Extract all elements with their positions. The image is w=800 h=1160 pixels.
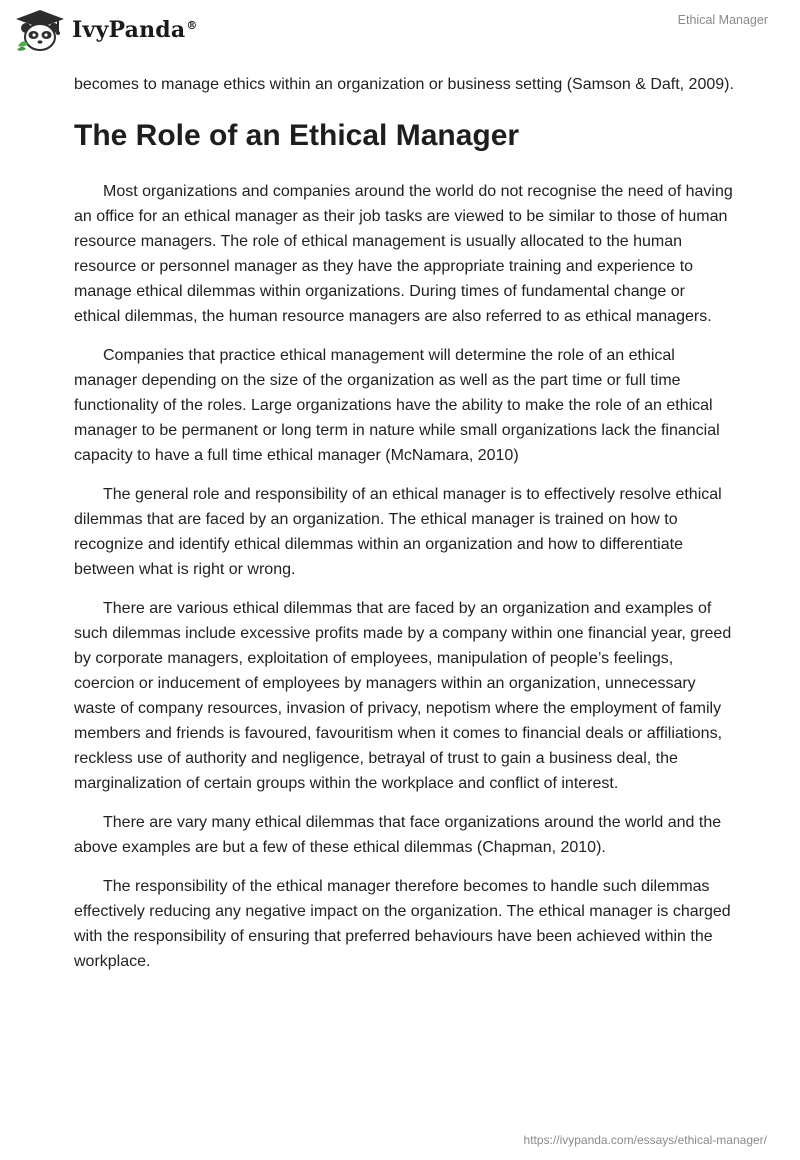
paragraph-3: The general role and responsibility of an ethical manager is to effectively resolve ethical dilemmas that are faced by an organization. The ethical manager is trained on how to recognize and identify ethical dilemmas within an organization and how to differentiate between what is right or wrong. [74, 486, 722, 578]
paragraph-1: Most organizations and companies around the world do not recognise the need of having an office for an ethical manager as their job tasks are viewed to be similar to those of human resource managers. The role of ethical management is usually allocated to the human resource or personnel manager as they have the appropriate training and experience to manage ethical dilemmas within organizations. During times of fundamental change or ethical dilemmas, the human resource managers are also referred to as ethical managers. [74, 183, 733, 325]
essay-body [74, 72, 734, 988]
page-header [0, 0, 800, 64]
ivypanda-logo[interactable] [14, 8, 198, 52]
paragraph-2: Companies that practice ethical management will determine the role of an ethical manager depending on the size of the organization as well as the part time or full time functionality of the roles. Large organizations have the ability to make the role of an ethical manager to be permanent or long term in nature while small organizations lack the financial capacity to have a full time ethical manager (McNamara, 2010) [74, 347, 720, 464]
intro-paragraph: becomes to manage ethics within an organization or business setting (Samson & Daft, 2009). [74, 76, 734, 93]
document-title: Ethical Manager [677, 13, 768, 27]
paragraph-6: The responsibility of the ethical manager therefore becomes to handle such dilemmas effectively reducing any negative impact on the organization. The ethical manager is charged with the responsibility of ensuring that preferred behaviours have been achieved within the workplace. [74, 878, 731, 970]
source-url[interactable]: https://ivypanda.com/essays/ethical-manager/ [523, 1133, 767, 1147]
paragraph-4: There are various ethical dilemmas that are faced by an organization and examples of such dilemmas include excessive profits made by a company within one financial year, greed by corporate managers, exploitation of employees, manipulation of people’s feelings, coercion or inducement of employees by managers within an organization, unnecessary waste of company resources, invasion of privacy, nepotism where the employment of family members and friends is favoured, favouritism when it comes to financial deals or affiliations, reckless use of authority and negligence, betrayal of trust to gain a business deal, the marginalization of certain groups within the workplace and conflict of interest. [74, 600, 732, 792]
logo-wordmark: IvyPanda® [72, 17, 198, 43]
paragraph-5: There are vary many ethical dilemmas that face organizations around the world and the above examples are but a few of these ethical dilemmas (Chapman, 2010). [74, 814, 722, 856]
panda-graduate-icon [14, 8, 66, 52]
section-heading: The Role of an Ethical Manager [74, 119, 520, 152]
